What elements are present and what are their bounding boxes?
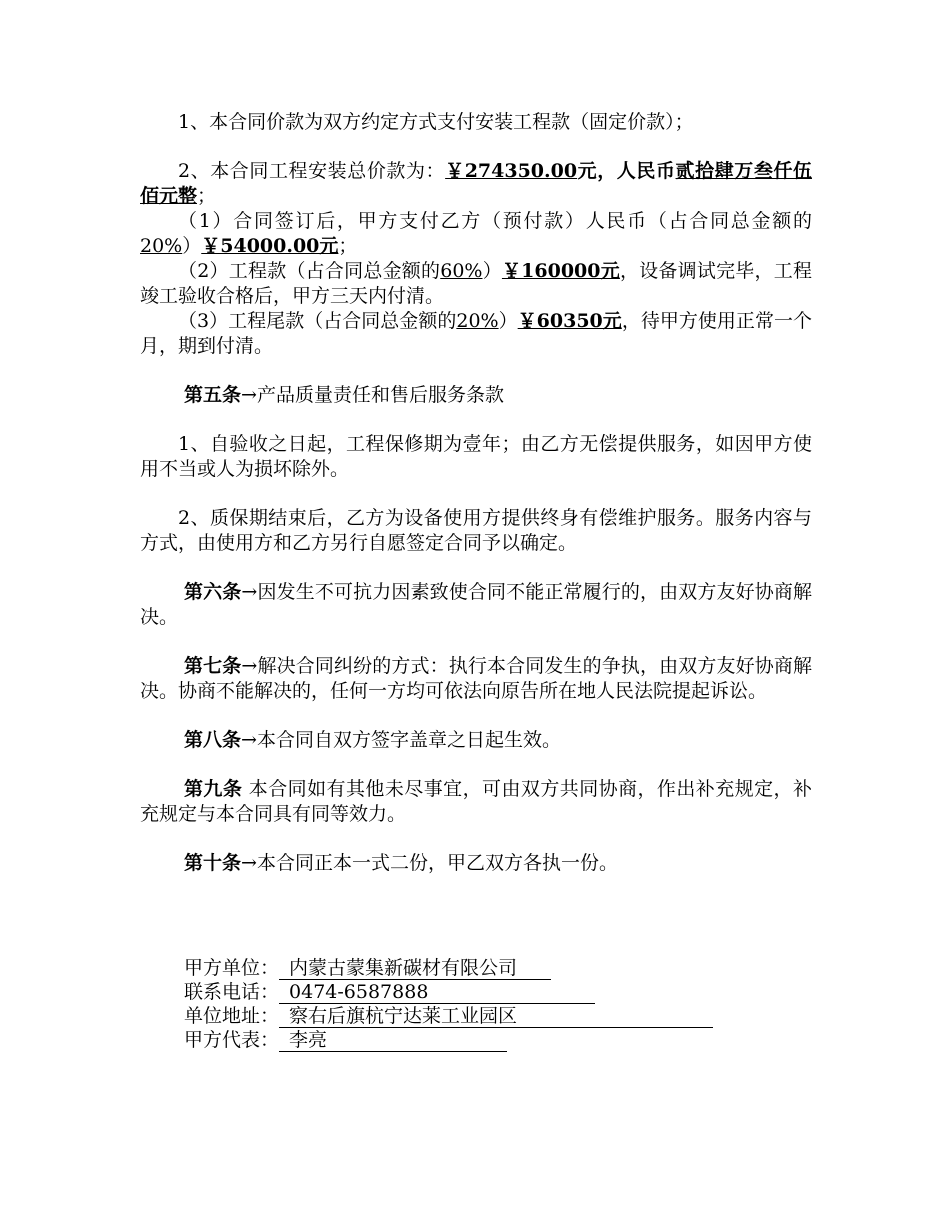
- arrow-icon: →: [241, 852, 257, 874]
- payment-sub-2: [140, 259, 812, 309]
- sub2-close: ）: [482, 260, 502, 282]
- party-a-address-row: [140, 1004, 812, 1028]
- party-a-unit-row: [140, 956, 812, 980]
- article-9-title: 第九条: [184, 778, 243, 800]
- article-6-text: 因发生不可抗力因素致使合同不能正常履行的，由双方友好协商解决。: [140, 581, 812, 628]
- sub1-end: ；: [338, 235, 358, 257]
- article-7-title: 第七条: [184, 655, 242, 677]
- article-6: [140, 580, 812, 630]
- article-5-text: 产品质量责任和售后服务条款: [256, 384, 504, 406]
- arrow-icon: →: [241, 729, 257, 751]
- arrow-icon: →: [241, 384, 257, 406]
- sub1-percent: 20%: [140, 235, 183, 257]
- article-8-title: 第八条: [184, 729, 242, 751]
- party-a-unit-label: 甲方单位：: [184, 957, 280, 979]
- rmb-label: 元，人民币: [577, 160, 676, 182]
- article-9-text: 本合同如有其他未尽事宜，可由双方共同协商，作出补充规定，补充规定与本合同具有同等效力。: [140, 778, 812, 825]
- party-a-rep-row: [140, 1028, 812, 1052]
- sub1-amount: ￥54000.00元: [201, 235, 339, 257]
- article-5-item-2: 2、质保期结束后，乙方为设备使用方提供终身有偿维护服务。服务内容与方式，由使用方和乙方另行自愿签定合同予以确定。: [140, 507, 812, 554]
- contract-page: [140, 110, 812, 1052]
- payment-sub-1: [140, 209, 812, 259]
- sub3-rest: ，待甲方使用正常一个月，期到付清。: [140, 310, 812, 357]
- article-9: [140, 777, 812, 827]
- sub2-prefix: （2）工程款（占合同总金额的: [178, 260, 441, 282]
- sub1-close: ）: [182, 235, 202, 257]
- total-amount: ￥274350.00: [445, 160, 578, 182]
- sub3-close: ）: [498, 310, 518, 332]
- article-8-text: 本合同自双方签字盖章之日起生效。: [256, 729, 561, 751]
- total-amount-words: 贰拾肆万叁仟伍佰元整: [140, 160, 812, 207]
- sub2-percent: 60%: [440, 260, 483, 282]
- article-10: [140, 851, 812, 876]
- sub3-prefix: （3）工程尾款（占合同总金额的: [178, 310, 457, 332]
- article-7-text: 解决合同纠纷的方式：执行本合同发生的争执，由双方友好协商解决。协商不能解决的，任何一方均可依法向原告所在地人民法院提起诉讼。: [140, 655, 812, 702]
- sub1-prefix: （1）合同签订后，甲方支付乙方（预付款）人民币（占合同总金额的: [178, 210, 812, 232]
- payment-item-2-end: ；: [197, 185, 217, 207]
- article-5-item-1: 1、自验收之日起，工程保修期为壹年；由乙方无偿提供服务，如因甲方使用不当或人为损坏除外。: [140, 433, 812, 480]
- party-a-rep-label: 甲方代表：: [184, 1029, 280, 1051]
- payment-sub-3: [140, 309, 812, 359]
- payment-item-2-prefix: 2、本合同工程安装总价款为：: [178, 160, 446, 182]
- article-10-title: 第十条: [184, 852, 242, 874]
- payment-item-2: [140, 159, 812, 209]
- party-a-unit-value: 内蒙古蒙集新碳材有限公司: [279, 958, 551, 980]
- arrow-icon: →: [241, 655, 258, 677]
- article-6-title: 第六条: [184, 581, 242, 603]
- party-a-phone-label: 联系电话：: [184, 981, 280, 1003]
- article-8: [140, 728, 812, 753]
- party-a-phone-value: 0474-6587888: [279, 982, 595, 1004]
- article-5-title: 第五条: [184, 384, 242, 406]
- party-a-rep-value: 李亮: [279, 1030, 507, 1052]
- sub3-percent: 20%: [456, 310, 499, 332]
- sub3-amount: ￥60350元: [517, 310, 622, 332]
- party-a-address-value: 察右后旗杭宁达莱工业园区: [279, 1006, 713, 1028]
- party-a-address-label: 单位地址：: [184, 1005, 280, 1027]
- payment-item-1: 1、本合同价款为双方约定方式支付安装工程款（固定价款）；: [178, 111, 694, 133]
- signature-block: [140, 956, 812, 1052]
- article-5-heading: [140, 383, 812, 408]
- party-a-phone-row: [140, 980, 812, 1004]
- article-10-text: 本合同正本一式二份，甲乙双方各执一份。: [256, 852, 618, 874]
- sub2-amount: ￥160000元: [501, 260, 620, 282]
- sub2-rest: ，设备调试完毕，工程竣工验收合格后，甲方三天内付清。: [140, 260, 812, 307]
- article-7: [140, 654, 812, 704]
- arrow-icon: →: [241, 581, 258, 603]
